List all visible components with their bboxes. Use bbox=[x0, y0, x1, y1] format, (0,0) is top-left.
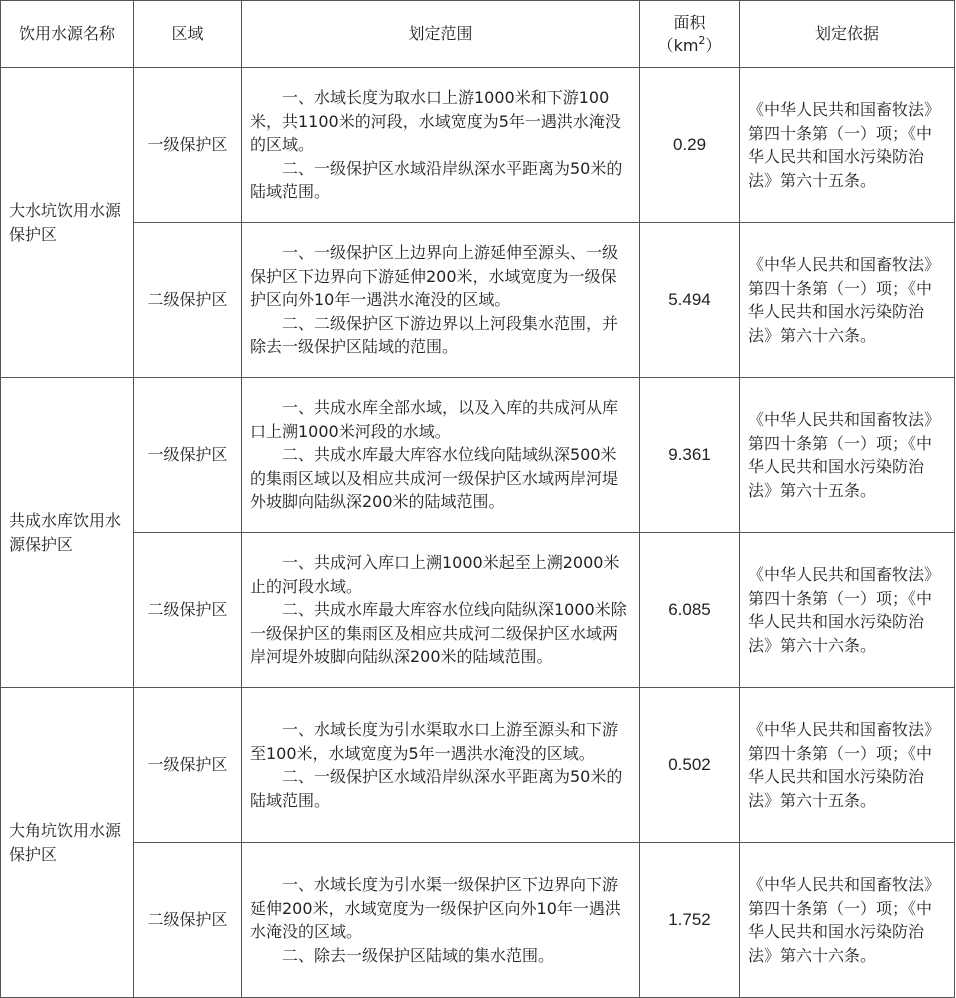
scope-paragraph: 二、一级保护区水域沿岸纵深水平距离为50米的陆域范围。 bbox=[250, 158, 623, 202]
source-name: 大角坑饮用水源保护区 bbox=[1, 688, 134, 998]
header-area-label: 面积 bbox=[673, 12, 706, 32]
scope-paragraph: 一、水域长度为引水渠一级保护区下边界向下游延伸200米，水域宽度为一级保护区向外10年一遇洪水淹没的区域。 bbox=[250, 875, 621, 941]
zone-name: 二级保护区 bbox=[134, 223, 242, 378]
scope-paragraph: 一、共成河入库口上溯1000米起至上溯2000米止的河段水域。 bbox=[250, 553, 620, 596]
zone-basis: 《中华人民共和国畜牧法》第四十条第（一）项；《中华人民共和国水污染防治法》第六十五条。 bbox=[740, 378, 955, 533]
zone-scope bbox=[242, 533, 640, 688]
table-row bbox=[1, 688, 955, 843]
header-zone: 区域 bbox=[134, 1, 242, 68]
zone-area: 0.502 bbox=[640, 688, 740, 843]
source-name: 大水坑饮用水源保护区 bbox=[1, 68, 134, 378]
zone-area: 5.494 bbox=[640, 223, 740, 378]
scope-paragraph: 二、一级保护区水域沿岸纵深水平距离为50米的陆域范围。 bbox=[250, 767, 623, 810]
zone-basis: 《中华人民共和国畜牧法》第四十条第（一）项；《中华人民共和国水污染防治法》第六十六条。 bbox=[740, 843, 955, 998]
zone-basis: 《中华人民共和国畜牧法》第四十条第（一）项；《中华人民共和国水污染防治法》第六十六条。 bbox=[740, 533, 955, 688]
zone-basis: 《中华人民共和国畜牧法》第四十条第（一）项；《中华人民共和国水污染防治法》第六十五条。 bbox=[740, 688, 955, 843]
header-area-unit: $(km^2)$ bbox=[657, 34, 722, 55]
zone-scope bbox=[242, 688, 640, 843]
zone-area: 1.752 bbox=[640, 843, 740, 998]
table-row bbox=[1, 533, 955, 688]
scope-paragraph: 一、水域长度为取水口上游1000米和下游100米，共1100米的河段，水域宽度为5年一遇洪水淹没的区域。 bbox=[250, 88, 621, 155]
table-header-row bbox=[1, 1, 955, 68]
zone-name: 二级保护区 bbox=[134, 533, 242, 688]
header-source-name: 饮用水源名称 bbox=[1, 1, 134, 68]
scope-paragraph: 一、共成水库全部水域，以及入库的共成河从库口上溯1000米河段的水域。 bbox=[250, 398, 619, 441]
zone-name: 一级保护区 bbox=[134, 688, 242, 843]
zone-name: 二级保护区 bbox=[134, 843, 242, 998]
zone-area: 9.361 bbox=[640, 378, 740, 533]
zone-name: 一级保护区 bbox=[134, 68, 242, 223]
zone-scope bbox=[242, 378, 640, 533]
source-name: 共成水库饮用水源保护区 bbox=[1, 378, 134, 688]
scope-paragraph: 一、一级保护区上边界向上游延伸至源头、一级保护区下边界向下游延伸200米，水域宽度为一级保护区向外10年一遇洪水淹没的区域。 bbox=[250, 243, 619, 310]
scope-paragraph: 二、共成水库最大库容水位线向陆域纵深500米的集雨区域以及相应共成河一级保护区水域两岸河堤外坡脚向陆纵深200米的陆域范围。 bbox=[250, 445, 619, 512]
scope-paragraph: 二、共成水库最大库容水位线向陆纵深1000米除一级保护区的集雨区及相应共成河二级保护区水域两岸河堤外坡脚向陆纵深200米的陆域范围。 bbox=[250, 600, 627, 667]
zone-area: 6.085 bbox=[640, 533, 740, 688]
table-row bbox=[1, 223, 955, 378]
table-row bbox=[1, 68, 955, 223]
zone-scope bbox=[242, 223, 640, 378]
table-row bbox=[1, 843, 955, 998]
scope-paragraph: 一、水域长度为引水渠取水口上游至源头和下游至100米，水域宽度为5年一遇洪水淹没的区域。 bbox=[250, 720, 619, 763]
zone-area: 0.29 bbox=[640, 68, 740, 223]
zone-scope bbox=[242, 843, 640, 998]
zone-basis: 《中华人民共和国畜牧法》第四十条第（一）项；《中华人民共和国水污染防治法》第六十五条。 bbox=[740, 68, 955, 223]
scope-paragraph: 二、二级保护区下游边界以上河段集水范围，并除去一级保护区陆域的范围。 bbox=[250, 313, 619, 357]
zone-scope bbox=[242, 68, 640, 223]
scope-paragraph: 二、除去一级保护区陆域的集水范围。 bbox=[282, 945, 555, 965]
header-scope: 划定范围 bbox=[242, 1, 640, 68]
header-area bbox=[640, 1, 740, 68]
zone-name: 一级保护区 bbox=[134, 378, 242, 533]
table-row bbox=[1, 378, 955, 533]
zone-basis: 《中华人民共和国畜牧法》第四十条第（一）项；《中华人民共和国水污染防治法》第六十六条。 bbox=[740, 223, 955, 378]
header-basis: 划定依据 bbox=[740, 1, 955, 68]
